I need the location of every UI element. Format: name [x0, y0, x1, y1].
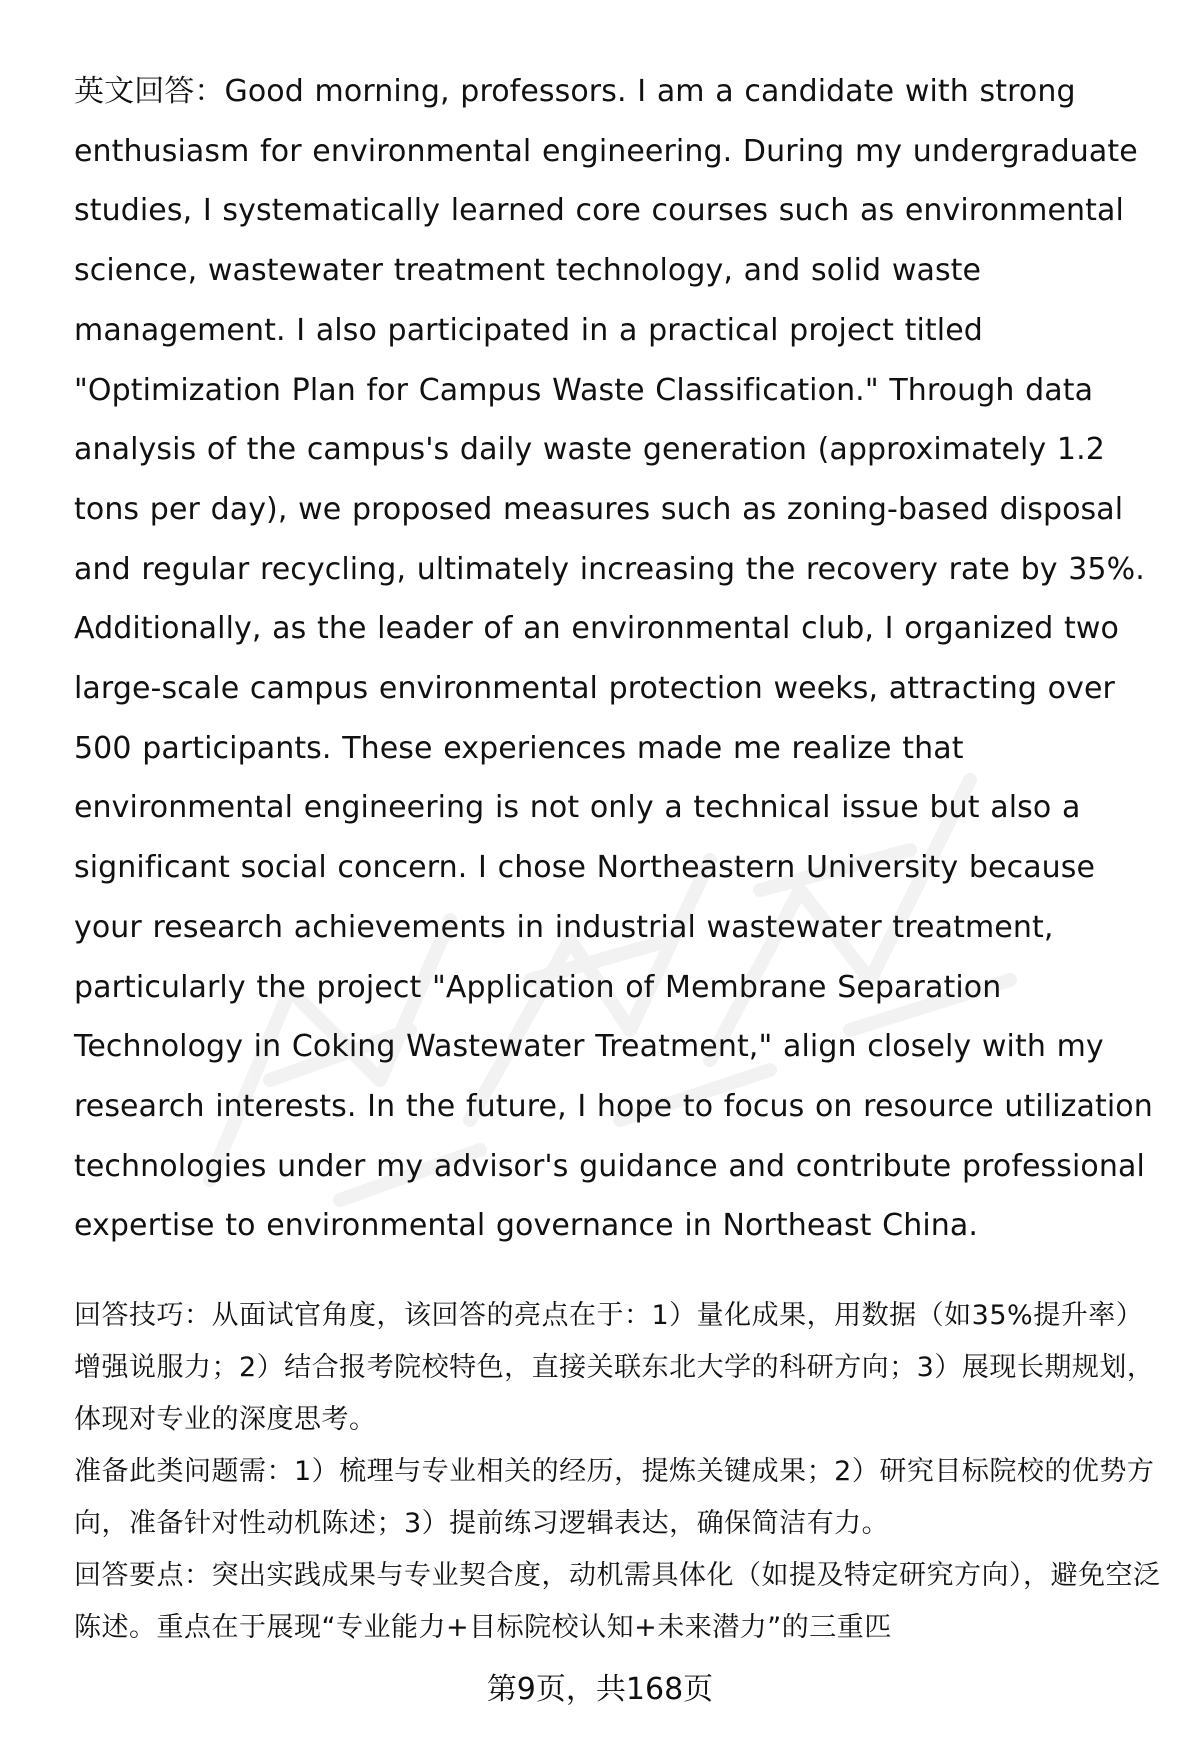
technique-label: 回答技巧：: [74, 1300, 212, 1332]
preparation-text: 1）梳理与专业相关的经历，提炼关键成果；2）研究目标院校的优势方向，准备针对性动机陈述；3）提前练习逻辑表达，确保简洁有力。: [74, 1456, 1155, 1540]
preparation-paragraph: [74, 1446, 1164, 1550]
english-answer-paragraph: [74, 62, 1164, 1256]
preparation-label: 准备此类问题需：: [74, 1456, 294, 1488]
key-points-paragraph: [74, 1550, 1164, 1654]
content-area: [74, 62, 1164, 1654]
key-points-text: 突出实践成果与专业契合度，动机需具体化（如提及特定研究方向），避免空泛陈述。重点在于展现“专业能力+目标院校认知+未来潜力”的三重匹: [74, 1560, 1161, 1644]
technique-paragraph: [74, 1290, 1164, 1446]
key-points-label: 回答要点：: [74, 1560, 212, 1592]
technique-text: 从面试官角度，该回答的亮点在于：1）量化成果，用数据（如35%提升率）增强说服力；2）结合报考院校特色，直接关联东北大学的科研方向；3）展现长期规划，体现对专业的深度思考。: [74, 1300, 1155, 1436]
english-answer-label: 英文回答：: [74, 74, 225, 109]
page-footer: 第9页，共168页: [486, 1672, 714, 1707]
answer-tips: [74, 1290, 1164, 1654]
english-answer-text: Good morning, professors. I am a candidate with strong enthusiasm for environmental engineering. During my undergraduate studies, I systematically learned core courses such as environmental science, wastewater treatment technology, and solid waste management. I also participated in a practical project titled "Optimization Plan for Campus Waste Classification." Through data analysis of the campus's daily waste generation (approximately 1.2 tons per day), we proposed measures such as zoning-based disposal and regular recycling, ultimately increasing the recovery rate by 35%. Additionally, as the leader of an environmental club, I organized two large-scale campus environmental protection weeks, attracting over 500 participants. These experiences made me realize that environmental engineering is not only a technical issue but also a significant social concern. I chose Northeastern University because your research achievements in industrial wastewater treatment, particularly the project "Application of Membrane Separation Technology in Coking Wastewater Treatment," align closely with my research interests. In the future, I hope to focus on resource utilization technologies under my advisor's guidance and contribute professional expertise to environmental governance in Northeast China.: [74, 74, 1153, 1244]
